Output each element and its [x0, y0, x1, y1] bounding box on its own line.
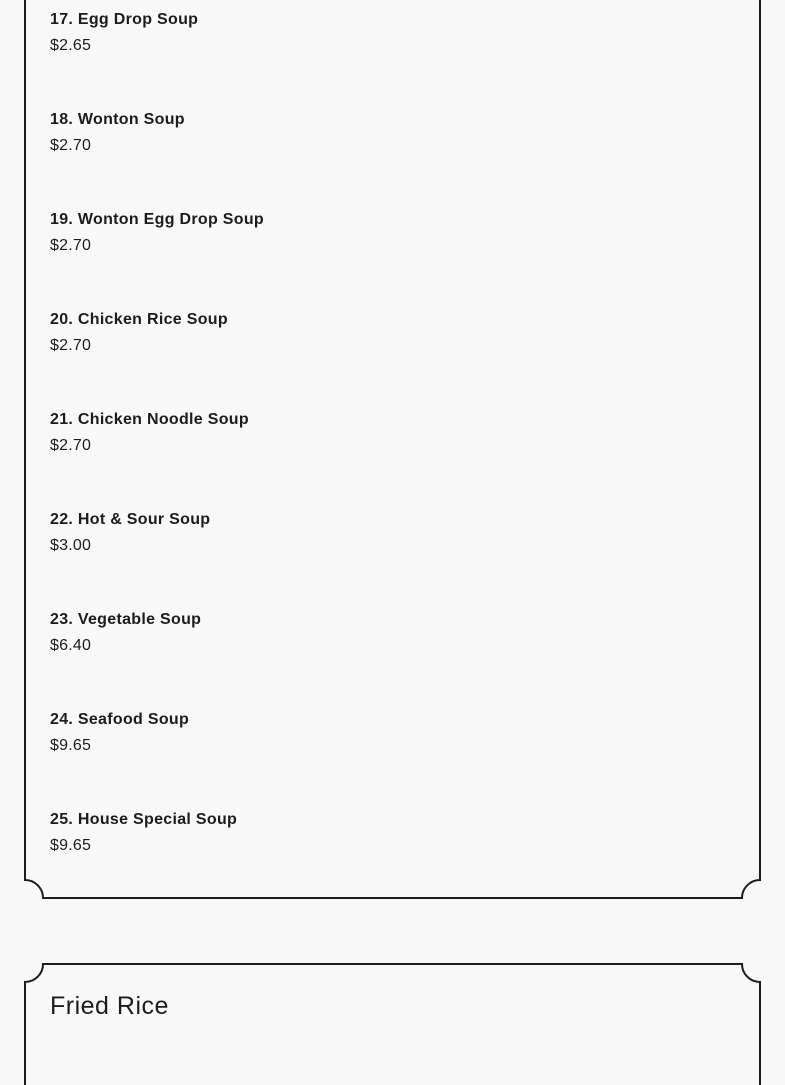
- menu-item-name: 21. Chicken Noodle Soup: [50, 411, 249, 428]
- menu-item: [50, 710, 740, 770]
- menu-item-name: 24. Seafood Soup: [50, 711, 190, 728]
- menu-item-name: 18. Wonton Soup: [50, 111, 185, 128]
- menu-item-name: 19. Wonton Egg Drop Soup: [50, 211, 264, 228]
- menu-item-price: $2.70: [50, 237, 92, 254]
- menu-item: [50, 310, 740, 370]
- menu-item-name: 22. Hot & Sour Soup: [50, 511, 211, 528]
- fried-rice-section-title: Fried Rice: [50, 992, 169, 1020]
- menu-item-price: $2.70: [50, 337, 92, 354]
- menu-item: [50, 10, 740, 70]
- menu-item-name: 23. Vegetable Soup: [50, 611, 202, 628]
- menu-item-name: 25. House Special Soup: [50, 811, 238, 828]
- fried-rice-card-border: [25, 964, 760, 1085]
- menu-item-name: 17. Egg Drop Soup: [50, 11, 199, 28]
- menu-item: [50, 110, 740, 170]
- menu-item: [50, 410, 740, 470]
- menu-item-price: $3.00: [50, 537, 92, 554]
- menu-item-price: $9.65: [50, 737, 92, 754]
- menu-item-price: $9.65: [50, 837, 92, 854]
- menu-item-price: $2.70: [50, 437, 92, 454]
- menu-item-name: 20. Chicken Rice Soup: [50, 311, 228, 328]
- menu-item-price: $6.40: [50, 637, 92, 654]
- menu-item-price: $2.70: [50, 137, 92, 154]
- menu-item: [50, 810, 740, 870]
- menu-item: [50, 210, 740, 270]
- menu-item: [50, 510, 740, 570]
- menu-item: [50, 610, 740, 670]
- menu-item-price: $2.65: [50, 37, 92, 54]
